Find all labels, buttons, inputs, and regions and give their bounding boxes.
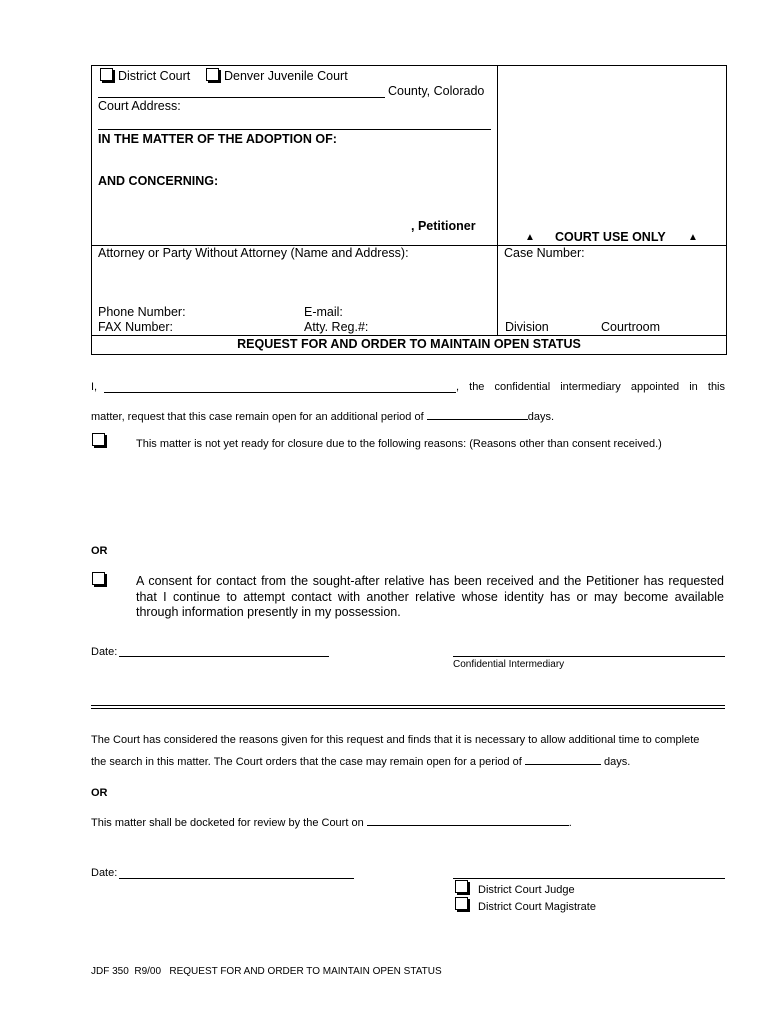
intermediary-text-span: , the confidential intermediary appointed in this xyxy=(456,381,725,393)
findings-line-1: The Court has considered the reasons given for this request and finds that it is necessary to allow additional time to complete xyxy=(91,734,700,746)
option1-checkbox[interactable] xyxy=(92,433,105,446)
up-arrow-right-icon: ▲ xyxy=(688,232,698,243)
magistrate-label: District Court Magistrate xyxy=(478,901,596,913)
fax-number-label: FAX Number: xyxy=(98,320,174,334)
district-court-checkbox[interactable] xyxy=(100,68,113,81)
or-label-1: OR xyxy=(91,545,108,557)
court-use-only-label: COURT USE ONLY xyxy=(555,230,666,244)
name-blank[interactable] xyxy=(104,392,456,393)
up-arrow-left-icon: ▲ xyxy=(525,232,535,243)
option2-text: A consent for contact from the sought-after relative has been received and the Petitioner has requested that I continue to attempt contact with another relative whose identity has or may become available through information presently in my possession. xyxy=(136,574,724,619)
docket-line xyxy=(91,814,572,829)
request-date-blank[interactable] xyxy=(119,656,329,657)
phone-number-label: Phone Number: xyxy=(98,305,186,319)
intermediary-text xyxy=(456,381,725,393)
footer xyxy=(91,966,442,977)
request-date-label: Date: xyxy=(91,646,118,658)
footer-title: REQUEST FOR AND ORDER TO MAINTAIN OPEN STATUS xyxy=(169,966,442,977)
days-label: days. xyxy=(527,411,555,423)
findings-text: the search in this matter. The Court orders that the case may remain open for a period of xyxy=(91,756,522,768)
or-label-2: OR xyxy=(91,787,108,799)
division-label: Division xyxy=(505,320,549,334)
court-address-label: Court Address: xyxy=(98,99,181,113)
option2-checkbox[interactable] xyxy=(92,572,105,585)
judge-label: District Court Judge xyxy=(478,884,575,896)
order-date-label: Date: xyxy=(91,867,118,879)
email-label: E-mail: xyxy=(304,305,343,319)
petitioner-label: , Petitioner xyxy=(411,219,476,233)
caption-box xyxy=(91,65,727,355)
caption-divider-vertical xyxy=(497,65,498,335)
docket-end: . xyxy=(568,817,572,829)
findings-days-label: days. xyxy=(603,756,631,768)
intermediary-signature-label: Confidential Intermediary xyxy=(453,659,565,670)
county-label: County, Colorado xyxy=(388,84,485,98)
and-concerning-heading: AND CONCERNING: xyxy=(98,174,219,188)
docket-date-blank[interactable] xyxy=(367,814,569,826)
magistrate-checkbox[interactable] xyxy=(455,897,468,910)
footer-form-number: JDF 350 R9/00 xyxy=(91,966,162,977)
atty-reg-label: Atty. Reg.#: xyxy=(304,320,369,334)
days-blank[interactable] xyxy=(427,408,528,420)
docket-text: This matter shall be docketed for review by the Court on xyxy=(91,817,364,829)
courtroom-label: Courtroom xyxy=(601,320,661,334)
county-blank[interactable] xyxy=(98,97,385,98)
district-court-label: District Court xyxy=(118,69,191,83)
caption-divider-h2 xyxy=(91,335,726,336)
judge-signature-line[interactable] xyxy=(453,878,725,879)
findings-line-2 xyxy=(91,753,630,768)
option1-text: This matter is not yet ready for closure due to the following reasons: (Reasons other than consent received.) xyxy=(136,438,662,450)
section-separator-top xyxy=(91,705,725,706)
denver-juvenile-court-checkbox[interactable] xyxy=(206,68,219,81)
denver-juvenile-court-label: Denver Juvenile Court xyxy=(224,69,348,83)
court-address-blank[interactable] xyxy=(98,129,491,130)
attorney-label: Attorney or Party Without Attorney (Name and Address): xyxy=(98,246,409,260)
matter-request-line xyxy=(91,408,554,423)
matter-adoption-heading: IN THE MATTER OF THE ADOPTION OF: xyxy=(98,132,337,146)
judge-checkbox[interactable] xyxy=(455,880,468,893)
period-blank[interactable] xyxy=(525,753,601,765)
form-title: REQUEST FOR AND ORDER TO MAINTAIN OPEN STATUS xyxy=(237,337,581,351)
matter-request-text: matter, request that this case remain open for an additional period of xyxy=(91,411,424,423)
i-label: I, xyxy=(91,381,98,393)
section-separator-bottom xyxy=(91,708,725,709)
intermediary-signature-line[interactable] xyxy=(453,656,725,657)
order-date-blank[interactable] xyxy=(119,878,354,879)
case-number-label: Case Number: xyxy=(504,246,585,260)
